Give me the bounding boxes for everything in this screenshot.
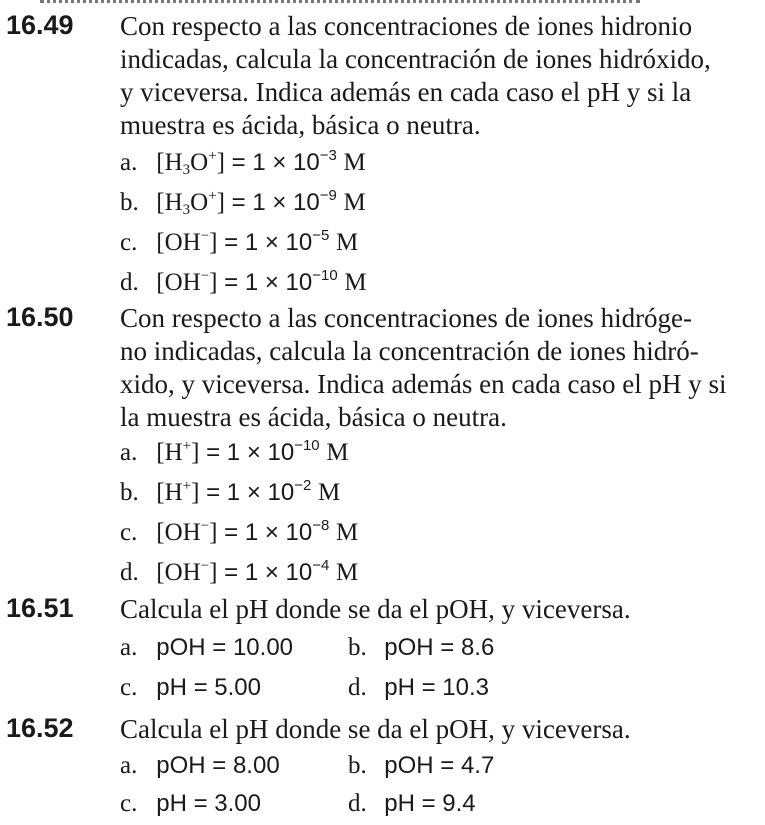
item-expression: pH = 9.4 [384,790,476,817]
item-label: b. [348,634,367,661]
item-label: d. [348,790,367,817]
coefficient: 1 × 10 [244,229,313,256]
item-label: a. [120,752,138,779]
item-a [120,751,280,781]
problem-number: 16.52 [6,713,74,743]
exponent: −3 [319,147,337,164]
item-b [348,751,494,781]
item-expression: $[OH^-] = 1 \times 10^{-10}$ M [156,267,367,296]
item-expression: pH = 10.3 [384,674,489,701]
item-c [120,789,261,819]
exponent: −2 [294,477,312,494]
text-line: la muestra es ácida, básica o neutra. [120,402,507,432]
problem-number: 16.50 [6,302,74,332]
text-line: Con respecto a las concentraciones de iones hidronio [120,11,693,41]
problem-text: Calcula el pH donde se da el pOH, y viceversa. [120,594,631,624]
exponent: −10 [294,437,320,454]
text-line: no indicadas, calcula la concentración de iones hidró- [120,336,699,366]
item-expression: $[OH^-] = 1 \times 10^{-5}$ M [156,227,359,256]
item-d [348,673,489,703]
top-dotted-rule [40,0,640,8]
item-d [120,558,358,588]
item-b [120,188,366,218]
exponent: −10 [312,267,338,284]
species: [OH−] [156,558,218,586]
exponent: −4 [312,557,330,574]
text-line: y viceversa. Indica además en cada caso el pH y si la [120,77,692,107]
species: [H+] [156,438,200,466]
item-label: a. [120,634,138,661]
problem-text: Calcula el pH donde se da el pOH, y viceversa. [120,714,631,744]
item-expression: pOH = 10.00 [156,634,294,661]
item-expression: pOH = 8.6 [384,634,495,661]
item-b [120,478,340,508]
item-label: c. [120,674,138,701]
exponent: −8 [312,517,330,534]
coefficient: 1 × 10 [226,439,295,466]
item-d [120,268,367,298]
item-label: a. [120,439,138,466]
item-expression: $[H_3O^+] = 1 \times 10^{-9}$ M [156,187,366,218]
item-expression: pOH = 4.7 [384,752,495,779]
item-b [348,633,494,663]
text-line: muestra es ácida, básica o neutra. [120,110,481,140]
unit: M [343,189,366,216]
item-expression: $[OH^-] = 1 \times 10^{-8}$ M [156,517,359,546]
item-label: d. [348,674,367,701]
item-expression: pH = 3.00 [156,790,261,817]
item-label: b. [120,189,139,216]
unit: M [317,479,341,506]
item-c [120,228,358,258]
coefficient: 1 × 10 [244,269,313,296]
text-line: Con respecto a las concentraciones de iones hidróge- [120,303,693,333]
item-a [120,438,349,468]
item-label: b. [120,479,139,506]
item-label: c. [120,790,138,817]
item-expression: pH = 5.00 [156,674,261,701]
item-label: a. [120,149,138,176]
species: [OH−] [156,228,218,256]
species: $[H_3O^+]$ [156,148,225,178]
item-expression: $[H^+] = 1 \times 10^{-2}$ M [156,477,341,506]
exponent: −9 [319,187,337,204]
species: $[H_3O^+]$ [156,188,225,218]
item-label: d. [120,559,139,586]
item-c [120,673,261,703]
coefficient: 1 × 10 [244,519,313,546]
coefficient: 1 × 10 [226,479,295,506]
exponent: −5 [312,227,330,244]
item-a [120,633,293,663]
text-line: xido, y viceversa. Indica además en cada caso el pH y si [120,369,727,399]
problem-number: 16.49 [6,10,74,40]
species: [OH−] [156,518,218,546]
unit: M [326,439,349,466]
item-a [120,148,366,178]
unit: M [336,519,359,546]
item-c [120,518,358,548]
coefficient: 1 × 10 [252,149,320,176]
coefficient: 1 × 10 [244,559,313,586]
unit: M [336,229,359,256]
problem-number: 16.51 [6,593,74,623]
problem-text [120,10,755,142]
item-d [348,789,476,819]
problem-text [120,302,755,434]
item-expression: pOH = 8.00 [156,752,280,779]
unit: M [336,559,359,586]
item-expression: $[H^+] = 1 \times 10^{-10}$ M [156,437,349,466]
item-label: c. [120,229,138,256]
item-label: b. [348,752,367,779]
coefficient: 1 × 10 [252,189,320,216]
item-expression: $[OH^-] = 1 \times 10^{-4}$ M [156,557,359,586]
unit: M [343,149,366,176]
species: [H+] [156,478,200,506]
unit: M [344,269,367,296]
item-label: d. [120,269,139,296]
text-line: indicadas, calcula la concentración de iones hidróxido, [120,44,711,74]
item-label: c. [120,519,138,546]
species: [OH−] [156,268,218,296]
item-expression: $[H_3O^+] = 1 \times 10^{-3}$ M [156,147,366,178]
